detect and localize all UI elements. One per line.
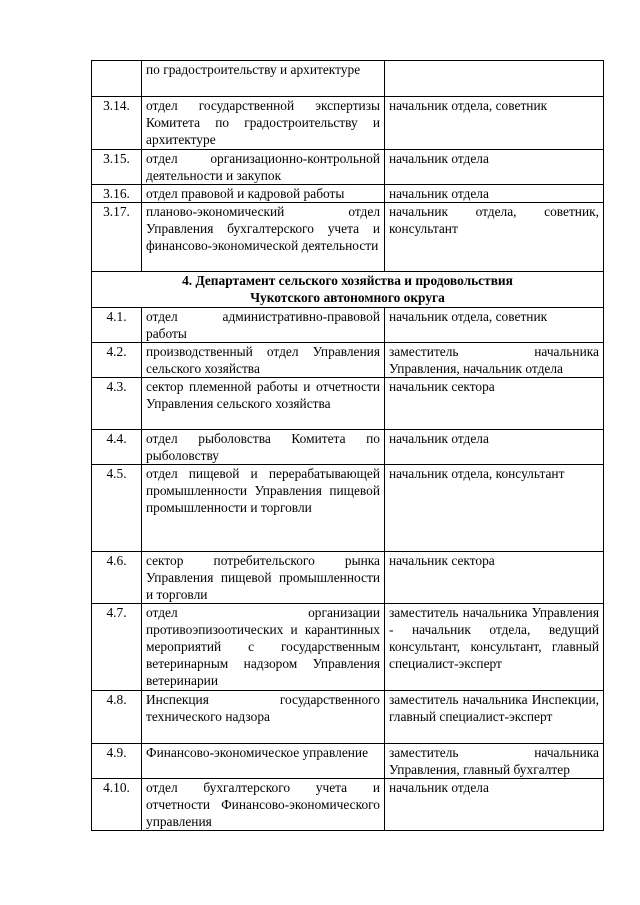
unit-name: отдел пищевой и перерабатывающей промышленности Управления пищевой промышленности и торговли — [142, 465, 385, 552]
row-number: 4.2. — [92, 343, 142, 378]
unit-name: отдел правовой и кадровой работы — [142, 185, 385, 203]
position-list: начальник отдела — [385, 185, 604, 203]
unit-name: отдел бухгалтерского учета и отчетности Финансово-экономического управления — [142, 779, 385, 831]
unit-name: Инспекция государственного технического надзора — [142, 691, 385, 744]
table-row — [92, 744, 604, 779]
position-list: начальник отдела, советник, консультант — [385, 203, 604, 272]
unit-name: сектор потребительского рынка Управления пищевой промышленности и торговли — [142, 552, 385, 604]
section-title — [92, 272, 604, 308]
table-row — [92, 343, 604, 378]
unit-name: отдел государственной экспертизы Комитета по градостроительству и архитектуре — [142, 97, 385, 150]
unit-name: Финансово-экономическое управление — [142, 744, 385, 779]
position-list: заместитель начальника Управления, главный бухгалтер — [385, 744, 604, 779]
unit-name: производственный отдел Управления сельского хозяйства — [142, 343, 385, 378]
table-row — [92, 691, 604, 744]
row-number: 4.5. — [92, 465, 142, 552]
position-list: начальник отдела, консультант — [385, 465, 604, 552]
row-number: 3.15. — [92, 150, 142, 185]
table-row — [92, 552, 604, 604]
table-row — [92, 308, 604, 343]
row-number — [92, 61, 142, 97]
unit-name: отдел административно-правовой работы — [142, 308, 385, 343]
row-number: 4.6. — [92, 552, 142, 604]
position-list: начальник отдела — [385, 430, 604, 465]
position-list: начальник отдела, советник — [385, 308, 604, 343]
position-list: начальник отдела — [385, 779, 604, 831]
unit-name: отдел организации противоэпизоотических и карантинных мероприятий с государственным ветеринарным надзором Управления ветеринарии — [142, 604, 385, 691]
unit-name: по градостроительству и архитектуре — [142, 61, 385, 97]
section-title-line-1: 4. Департамент сельского хозяйства и продовольствия — [182, 273, 513, 288]
row-number: 4.7. — [92, 604, 142, 691]
section-header-row — [92, 272, 604, 308]
row-number: 4.8. — [92, 691, 142, 744]
position-list: начальник отдела — [385, 150, 604, 185]
row-number: 3.17. — [92, 203, 142, 272]
table-row — [92, 604, 604, 691]
row-number: 4.10. — [92, 779, 142, 831]
positions-table — [91, 60, 604, 831]
table-row — [92, 61, 604, 97]
row-number: 4.9. — [92, 744, 142, 779]
position-list: начальник сектора — [385, 552, 604, 604]
position-list: начальник сектора — [385, 378, 604, 430]
row-number: 3.14. — [92, 97, 142, 150]
table-row — [92, 779, 604, 831]
position-list: заместитель начальника Управления - начальник отдела, ведущий консультант, консультант, главный специалист-эксперт — [385, 604, 604, 691]
position-list: заместитель начальника Управления, начальник отдела — [385, 343, 604, 378]
table-row — [92, 430, 604, 465]
table-row — [92, 97, 604, 150]
table-row — [92, 185, 604, 203]
section-title-line-2: Чукотского автономного округа — [250, 290, 445, 305]
unit-name: сектор племенной работы и отчетности Управления сельского хозяйства — [142, 378, 385, 430]
row-number: 4.4. — [92, 430, 142, 465]
table-row — [92, 203, 604, 272]
unit-name: планово-экономический отдел Управления бухгалтерского учета и финансово-экономической деятельности — [142, 203, 385, 272]
unit-name: отдел организационно-контрольной деятельности и закупок — [142, 150, 385, 185]
position-list — [385, 61, 604, 97]
table-row — [92, 465, 604, 552]
table-row — [92, 150, 604, 185]
row-number: 3.16. — [92, 185, 142, 203]
row-number: 4.1. — [92, 308, 142, 343]
position-list: заместитель начальника Инспекции, главный специалист-эксперт — [385, 691, 604, 744]
unit-name: отдел рыболовства Комитета по рыболовству — [142, 430, 385, 465]
table-row — [92, 378, 604, 430]
row-number: 4.3. — [92, 378, 142, 430]
position-list: начальник отдела, советник — [385, 97, 604, 150]
